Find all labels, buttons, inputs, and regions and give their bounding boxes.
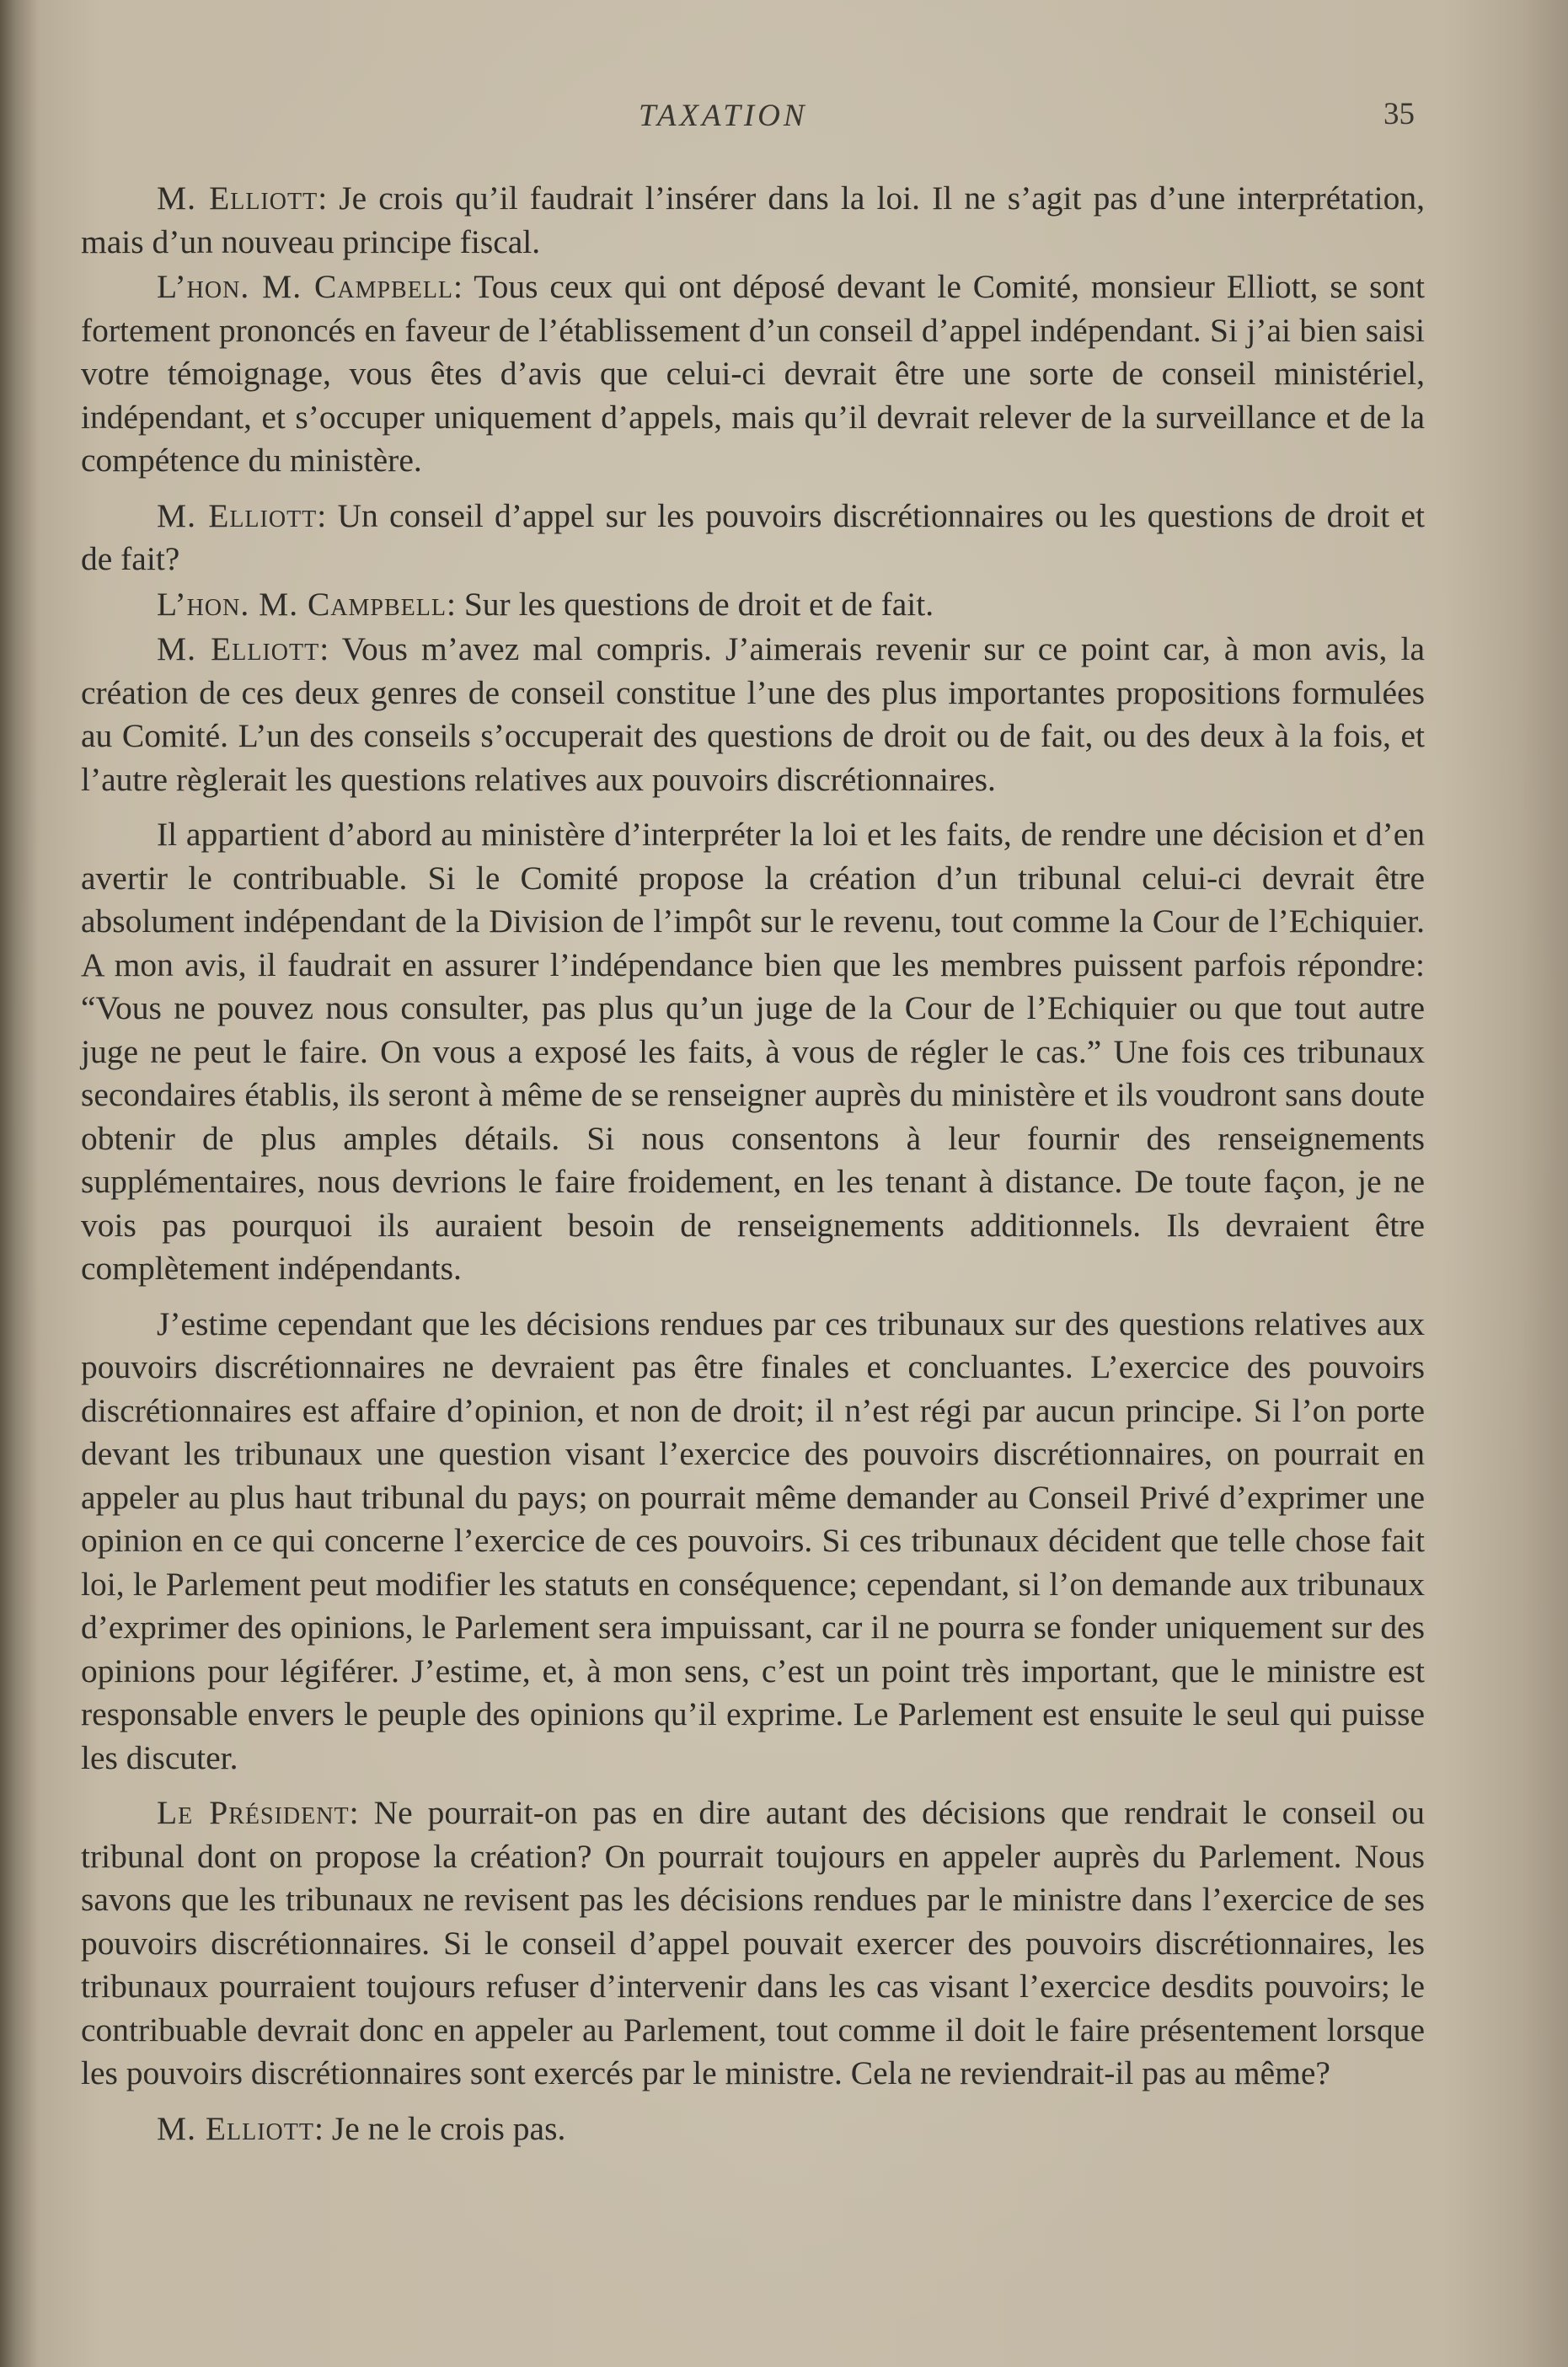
- paragraph-4: [81, 583, 1425, 627]
- paragraph-8: [81, 1791, 1425, 2096]
- speaker-name: M. Elliott: [157, 2109, 314, 2147]
- speaker-name: L’hon. M. Campbell: [157, 585, 447, 623]
- paragraph-text: : Sur les questions de droit et de fait.: [446, 585, 934, 623]
- speaker-name: M. Elliott: [157, 630, 320, 667]
- running-title: TAXATION: [639, 99, 808, 133]
- paragraph-text: : Je crois qu’il faudrait l’insérer dans la loi. Il ne s’agit pas d’une interprétation, mais d’un nouveau principe fiscal.: [81, 179, 1425, 260]
- speaker-name: M. Elliott: [157, 496, 318, 534]
- paragraph-text: Il appartient d’abord au ministère d’interpréter la loi et les faits, de rendre une décision et d’en avertir le contribuable. Si le Comité propose la création d’un tribunal celui-ci devrait être absolument indépendant de la Division de l’impôt sur le revenu, tout comme la Cour de l’Echiquier. A mon avis, il faudrait en assurer l’indépendance bien que les membres puissent parfois répondre: “Vous ne pouvez nous consulter, pas plus qu’un juge de la Cour de l’Echiquier ou que tout autre juge ne peut le faire. On vous a exposé les faits, à vous de régler le cas.” Une fois ces tribunaux secondaires établis, ils seront à même de se renseigner auprès du ministère et ils voudront sans doute obtenir de plus amples détails. Si nous consentons à leur fournir des renseignements supplémentaires, nous devrions le faire froidement, en les tenant à distance. De toute façon, je ne vois pas pourquoi ils auraient besoin de renseignements additionnels. Ils devraient être complètement indépendants.: [81, 816, 1425, 1287]
- running-header: [0, 91, 1568, 142]
- page-number: 35: [1383, 97, 1415, 131]
- paragraph-text: : Ne pourrait-on pas en dire autant des décisions que rendrait le conseil ou tribunal dont on propose la création? On pourrait toujours en appeler auprès du Parlement. Nous savons que les tribunaux ne revisent pas les décisions rendues par le ministre dans l’exercice de ses pouvoirs discrétionnaires. Si le conseil d’appel pouvait exercer des pouvoirs discrétionnaires, les tribunaux pourraient toujours refuser d’intervenir dans les cas visant l’exercice desdits pouvoirs; le contribuable devrait donc en appeler au Parlement, tout comme il doit le faire présentement lorsque les pouvoirs discrétionnaires sont exercés par le ministre. Cela ne reviendrait-il pas au même?: [81, 1794, 1425, 2091]
- paragraph-text: : Tous ceux qui ont déposé devant le Comité, monsieur Elliott, se sont fortement prononcés en faveur de l’établissement d’un conseil d’appel indépendant. Si j’ai bien saisi votre témoignage, vous êtes d’avis que celui-ci devrait être une sorte de conseil ministériel, indépendant, et s’occuper uniquement d’appels, mais qu’il devrait relever de la surveillance et de la compétence du ministère.: [81, 268, 1425, 479]
- body-text: [81, 177, 1425, 2152]
- paragraph-7: [81, 1303, 1425, 1781]
- paragraph-2: [81, 265, 1425, 483]
- speaker-name: Le Président: [157, 1794, 350, 1831]
- paragraph-text: : Un conseil d’appel sur les pouvoirs discrétionnaires ou les questions de droit et de fait?: [81, 496, 1425, 577]
- paragraph-6: [81, 813, 1425, 1291]
- paragraph-9: [81, 2107, 1425, 2151]
- speaker-name: L’hon. M. Campbell: [157, 268, 454, 305]
- paragraph-5: [81, 628, 1425, 801]
- paragraph-1: [81, 177, 1425, 264]
- paragraph-text: : Je ne le crois pas.: [313, 2109, 566, 2147]
- paragraph-3: [81, 495, 1425, 581]
- speaker-name: M. Elliott: [157, 179, 318, 217]
- paragraph-text: : Vous m’avez mal compris. J’aimerais revenir sur ce point car, à mon avis, la création de ces deux genres de conseil constitue l’une des plus importantes propositions formulées au Comité. L’un des conseils s’occuperait des questions de droit ou de fait, ou des deux à la fois, et l’autre règlerait les questions relatives aux pouvoirs discrétionnaires.: [81, 630, 1425, 798]
- paragraph-text: J’estime cependant que les décisions rendues par ces tribunaux sur des questions relatives aux pouvoirs discrétionnaires ne devraient pas être finales et concluantes. L’exercice des pouvoirs discrétionnaires est affaire d’opinion, et non de droit; il n’est régi par aucun principe. Si l’on porte devant les tribunaux une question visant l’exercice des pouvoirs discrétionnaires, on pourrait en appeler au plus haut tribunal du pays; on pourrait même demander au Conseil Privé d’exprimer une opinion en ce qui concerne l’exercice de ces pouvoirs. Si ces tribunaux décident que telle chose fait loi, le Parlement peut modifier les statuts en conséquence; cependant, si l’on demande aux tribunaux d’exprimer des opinions, le Parlement sera impuissant, car il ne pourra se fonder uniquement sur des opinions pour légiférer. J’estime, et, à mon sens, c’est un point très important, que le ministre est responsable envers le peuple des opinions qu’il exprime. Le Parlement est ensuite le seul qui puisse les discuter.: [81, 1304, 1425, 1776]
